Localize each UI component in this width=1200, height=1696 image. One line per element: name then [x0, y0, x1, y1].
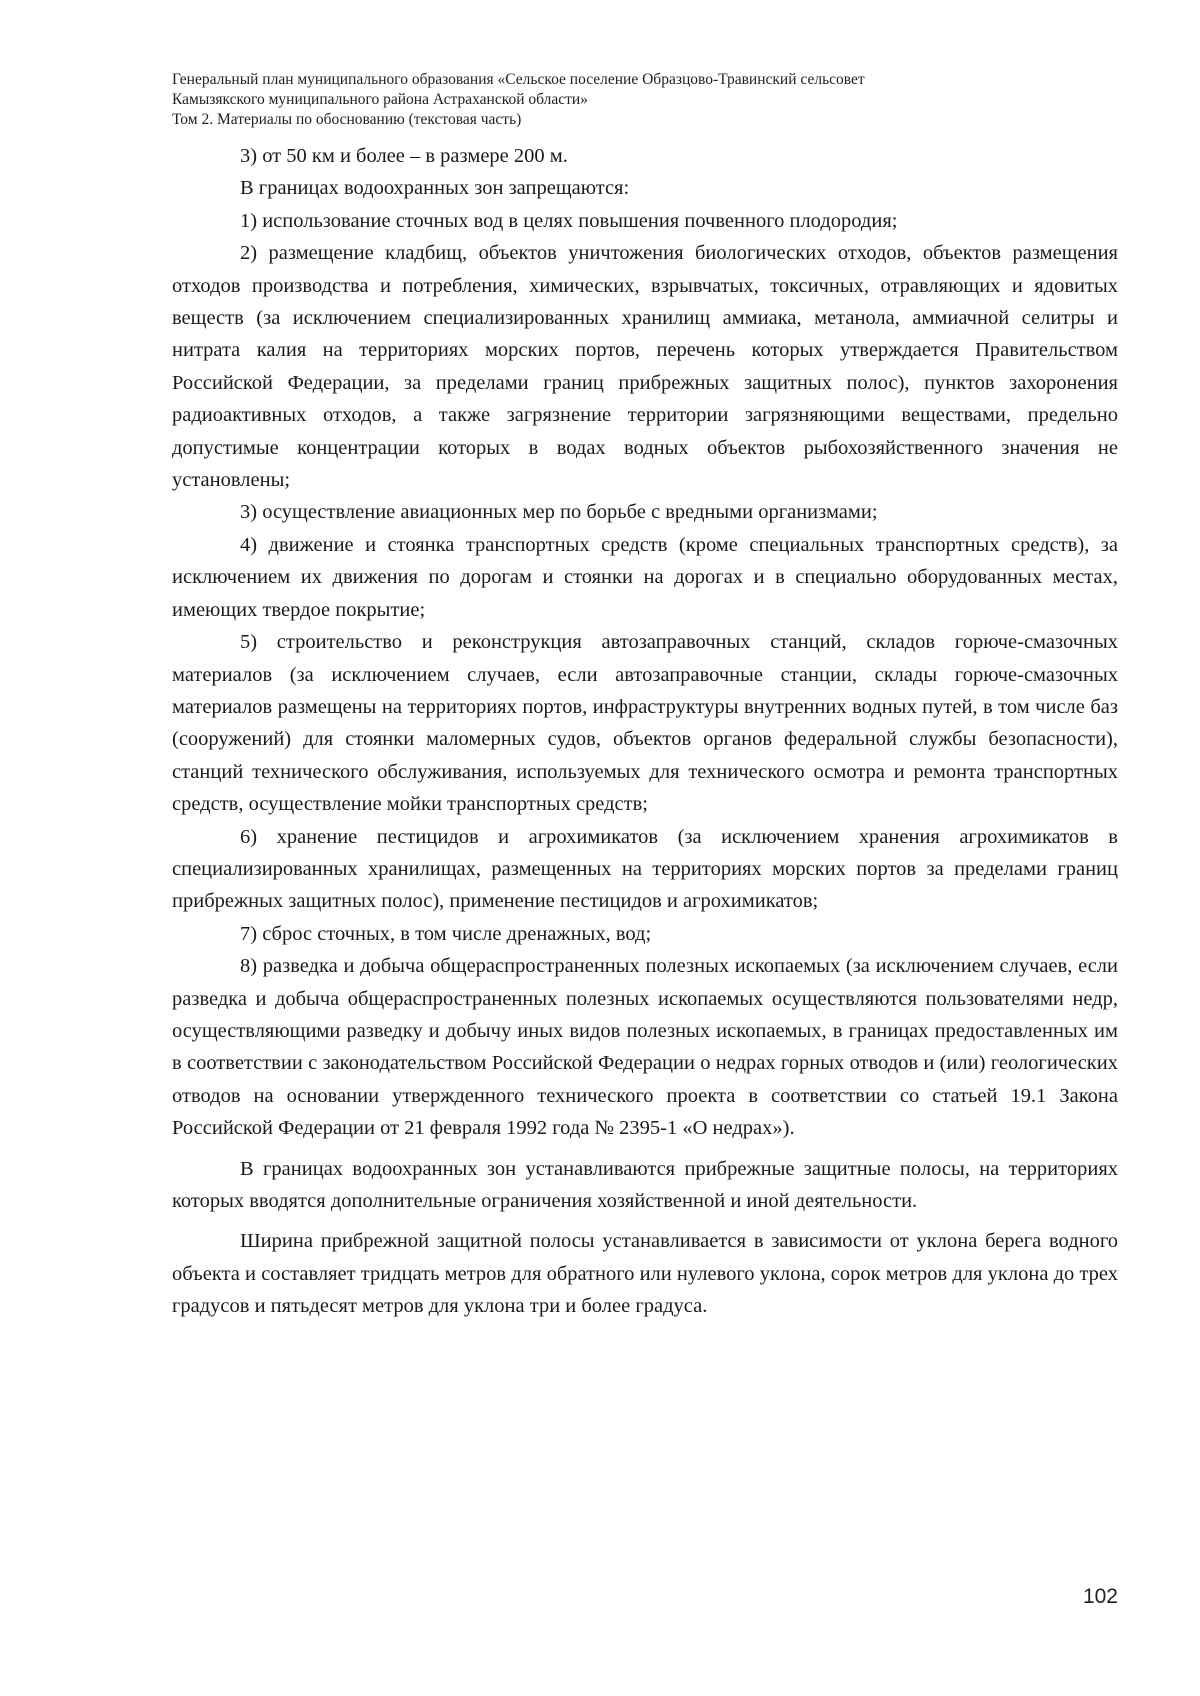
list-item-4: 4) движение и стоянка транспортных средств (кроме специальных транспортных средств), за исключением их движения по дорогам и стоянки на дорогах и в специально оборудованных местах, имеющих твердое покрытие; [172, 533, 1118, 621]
header-line-1: Генеральный план муниципального образования «Сельское поселение Образцово-Травинский сельсовет [172, 71, 865, 88]
list-item-6: 6) хранение пестицидов и агрохимикатов (за исключением хранения агрохимикатов в специализированных хранилищах, размещенных на территориях морских портов за пределами границ прибрежных защитных полос), применение пестицидов и агрохимикатов; [172, 825, 1118, 913]
list-item-5: 5) строительство и реконструкция автозаправочных станций, складов горюче-смазочных материалов (за исключением случаев, если автозаправочные станции, склады горюче-смазочных материалов размещены на территориях портов, инфраструктуры внутренних водных путей, в том числе баз (сооружений) для стоянки маломерных судов, объектов органов федеральной службы безопасности), станций технического обслуживания, используемых для технического осмотра и ремонта транспортных средств, осуществление мойки транспортных средств; [172, 631, 1118, 816]
list-item-1: 1) использование сточных вод в целях повышения почвенного плодородия; [240, 209, 898, 232]
body-text [172, 140, 1118, 1323]
paragraph-coastal-strips: В границах водоохранных зон устанавливаются прибрежные защитные полосы, на территориях которых вводятся дополнительные ограничения хозяйственной и иной деятельности. [172, 1157, 1118, 1212]
list-item-8: 8) разведка и добыча общераспространенных полезных ископаемых (за исключением случаев, если разведка и добыча общераспространенных полезных ископаемых осуществляются пользователями недр, осуществляющими разведку и добычу иных видов полезных ископаемых, в границах предоставленных им в соответствии с законодательством Российской Федерации о недрах горных отводов и (или) геологических отводов на основании утвержденного технического проекта в соответствии со статьей 19.1 Закона Российской Федерации от 21 февраля 1992 года № 2395-1 «О недрах»). [172, 955, 1118, 1140]
running-header [172, 70, 1122, 130]
header-line-3: Том 2. Материалы по обоснованию (текстовая часть) [172, 111, 522, 128]
list-item-7: 7) сброс сточных, в том числе дренажных, вод; [240, 922, 652, 945]
page-number: 102 [1082, 1585, 1118, 1608]
list-item-2: 2) размещение кладбищ, объектов уничтожения биологических отходов, объектов размещения отходов производства и потребления, химических, взрывчатых, токсичных, отравляющих и ядовитых веществ (за исключением специализированных хранилищ аммиака, метанола, аммиачной селитры и нитрата калия на территориях морских портов, перечень которых утверждается Правительством Российской Федерации, за пределами границ прибрежных защитных полос), пунктов захоронения радиоактивных отходов, а также загрязнение территории загрязняющими веществами, предельно допустимые концентрации которых в водах водных объектов рыбохозяйственного значения не установлены; [172, 242, 1118, 492]
paragraph-strip-width: Ширина прибрежной защитной полосы устанавливается в зависимости от уклона берега водного объекта и составляет тридцать метров для обратного или нулевого уклона, сорок метров для уклона до трех градусов и пятьдесят метров для уклона три и более градуса. [172, 1230, 1118, 1318]
paragraph-prohibitions-intro: В границах водоохранных зон запрещаются: [240, 177, 630, 200]
list-item-3: 3) осуществление авиационных мер по борьбе с вредными организмами; [240, 501, 878, 524]
header-line-2: Камызякского муниципального района Астраханской области» [172, 91, 588, 108]
paragraph-distance-50km: 3) от 50 км и более – в размере 200 м. [240, 145, 568, 167]
